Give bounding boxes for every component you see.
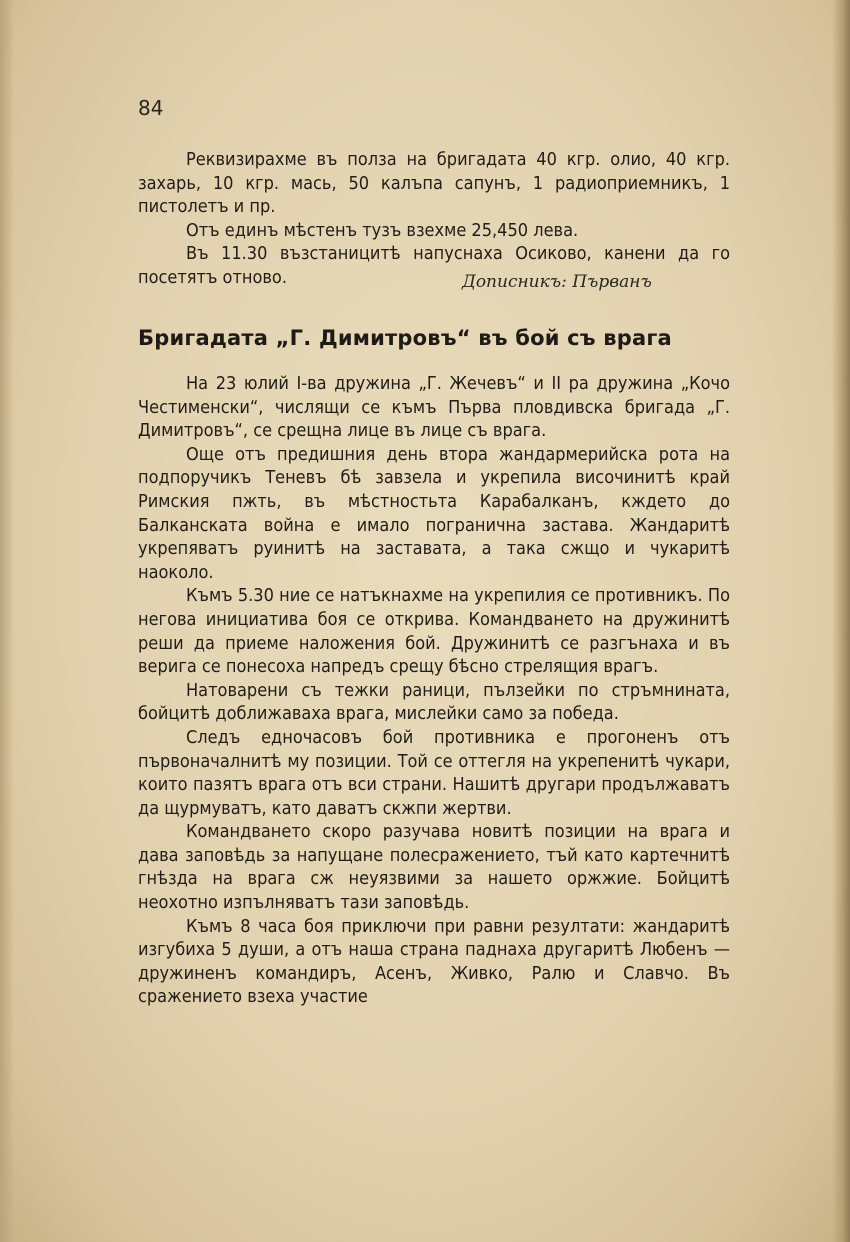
author-signature: Дописникъ: Първанъ: [462, 272, 652, 292]
article-heading: Бригадата „Г. Димитровъ“ въ бой съ врага: [138, 326, 672, 350]
page-fold-shadow: [0, 0, 14, 1242]
paragraph: Въ 11.30 възстаницитѣ напуснаха Осиково, канени да го посетятъ отново.: [138, 243, 730, 288]
paragraph: Къмъ 5.30 ние се натъкнахме на укрепилия се противникъ. По негова инициатива боя се открива. Командването на дружинитѣ реши да приеме наложения бой. Дружинитѣ се разгънаха и въ верига се понесоха напредъ срещу бѣсно стрелящия врагъ.: [138, 585, 730, 678]
paragraph: Още отъ предишния день втора жандармерийска рота на подпоручикъ Теневъ бѣ завзела и укрепила височинитѣ край Римския пжть, въ мѣстностьта Карабалканъ, кждето до Балканската война е имало погранична застава. Жандаритѣ укрепяватъ руинитѣ на заставата, а така сжщо и чукаритѣ наоколо.: [138, 443, 730, 583]
paragraph: Къмъ 8 часа боя приключи при равни резултати: жандаритѣ изгубиха 5 души, а отъ наша страна паднаха другаритѣ Любенъ — дружиненъ командиръ, Асенъ, Живко, Ралю и Славчо. Въ сражението взеха участие: [138, 915, 730, 1008]
paragraph: Реквизирахме въ полза на бригадата 40 кгр. олио, 40 кгр. захарь, 10 кгр. мась, 50 калъпа сапунъ, 1 радиоприемникъ, 1 пистолетъ и пр.: [138, 149, 730, 218]
report-text: [138, 148, 730, 290]
page-edge-shadow: [832, 0, 850, 1242]
paragraph: Командването скоро разучава новитѣ позиции на врага и дава заповѣдь за напущане полесражението, тъй като картечнитѣ гнѣзда на врага сж неуязвими за нашето оржжие. Бойцитѣ неохотно изпълняватъ тази заповѣдь.: [138, 821, 730, 914]
paragraph: На 23 юлий I-ва дружина „Г. Жечевъ“ и II ра дружина „Кочо Честименски“, числящи се къмъ Първа пловдивска бригада „Г. Димитровъ“, се срещна лице въ лице съ врага.: [138, 373, 730, 442]
paragraph: Отъ единъ мѣстенъ тузъ взехме 25,450 лева.: [186, 219, 579, 241]
page-number: 84: [138, 96, 164, 120]
paragraph: Следъ едночасовъ бой противника е прогоненъ отъ първоначалнитѣ му позиции. Той се оттегля на укрепенитѣ чукари, които пазятъ врага отъ вси страни. Нашитѣ другари продължаватъ да щурмуватъ, като даватъ скжпи жертви.: [138, 726, 730, 819]
article-body: [138, 372, 730, 1009]
paragraph: Натоварени съ тежки раници, пълзейки по стръмнината, бойцитѣ доближаваха врага, мислейки само за победа.: [138, 679, 730, 725]
